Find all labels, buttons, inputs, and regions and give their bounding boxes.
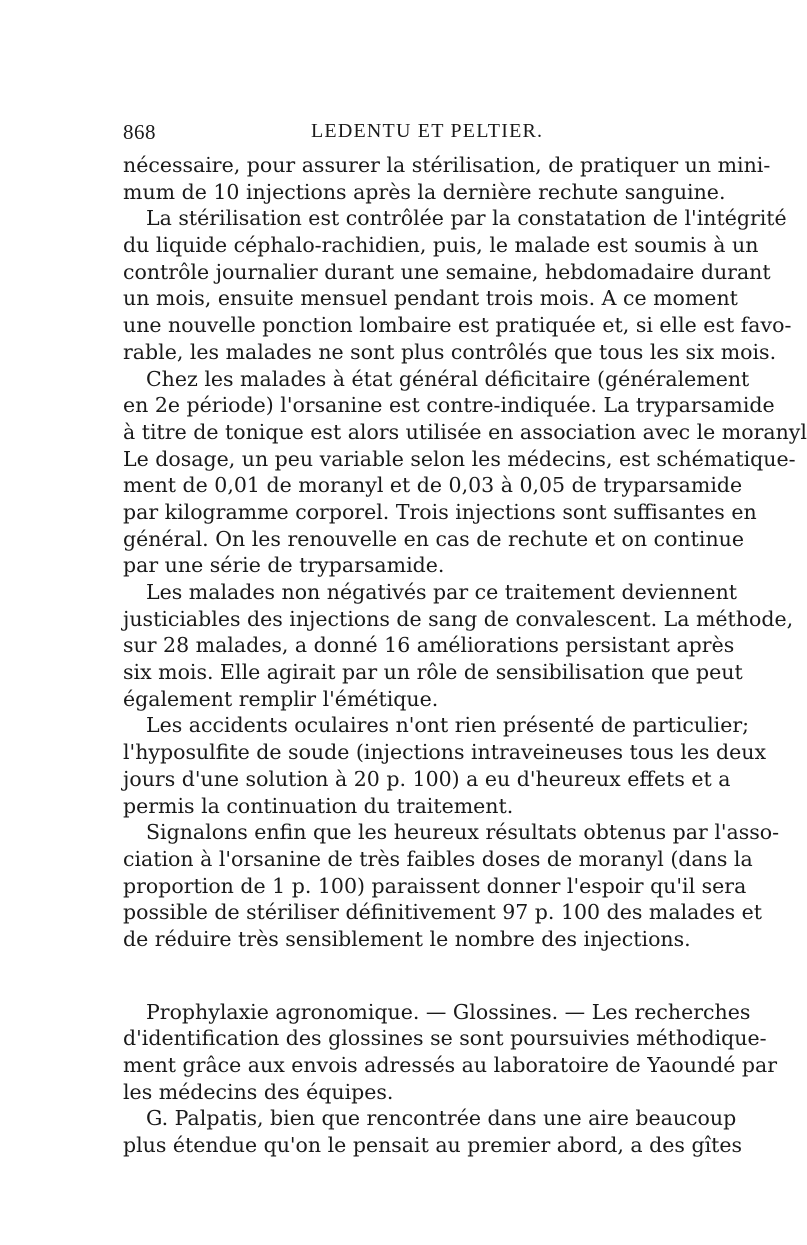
text-line: Les accidents oculaires n'ont rien présenté de particulier;: [146, 713, 750, 738]
text-line: ciation à l'orsanine de très faibles doses de moranyl (dans la: [123, 846, 753, 871]
text-line: l'hyposulfite de soude (injections intraveineuses tous les deux: [123, 740, 767, 765]
text-line: du liquide céphalo-rachidien, puis, le malade est soumis à un: [123, 233, 759, 258]
paragraph: [123, 579, 794, 712]
text-line: une nouvelle ponction lombaire est pratiquée et, si elle est favo-: [123, 313, 792, 338]
body-text: [123, 152, 807, 1159]
text-line: Prophylaxie agronomique. — Glossines. — Les recherches: [146, 999, 751, 1024]
text-line: mum de 10 injections après la dernière rechute sanguine.: [123, 179, 726, 204]
paragraph: [123, 999, 778, 1106]
text-line: d'identification des glossines se sont poursuivies méthodique-: [123, 1026, 767, 1051]
text-line: Chez les malades à état général déficitaire (généralement: [146, 366, 750, 391]
text-line: de réduire très sensiblement le nombre des injections.: [123, 926, 691, 951]
text-line: justiciables des injections de sang de convalescent. La méthode,: [123, 606, 794, 631]
paragraph: [123, 1105, 743, 1158]
text-line: à titre de tonique est alors utilisée en association avec le moranyl: [123, 419, 807, 444]
text-line: permis la continuation du traitement.: [123, 793, 514, 818]
text-line: proportion de 1 p. 100) paraissent donner l'espoir qu'il sera: [123, 873, 747, 898]
section-gap: [123, 953, 683, 999]
text-line: également remplir l'émétique.: [123, 686, 439, 711]
paragraph: [123, 712, 767, 819]
text-line: La stérilisation est contrôlée par la constatation de l'intégrité: [146, 206, 787, 231]
text-line: par kilogramme corporel. Trois injections sont suffisantes en: [123, 499, 757, 524]
text-line: contrôle journalier durant une semaine, hebdomadaire durant: [123, 259, 771, 284]
text-line: Les malades non négativés par ce traitement deviennent: [146, 580, 738, 604]
page-number: 868: [123, 120, 156, 144]
text-line: un mois, ensuite mensuel pendant trois mois. A ce moment: [123, 286, 738, 311]
page-header: [123, 120, 683, 146]
paragraph: [123, 205, 792, 365]
paragraph: [123, 152, 771, 205]
text-line: six mois. Elle agirait par un rôle de sensibilisation que peut: [123, 660, 743, 685]
text-line: Le dosage, un peu variable selon les médecins, est schématique-: [123, 446, 796, 471]
text-line: en 2e période) l'orsanine est contre-indiquée. La tryparsamide: [123, 393, 775, 418]
running-head: LEDENTU ET PELTIER.: [311, 120, 544, 142]
paragraph: [123, 366, 807, 580]
text-line: général. On les renouvelle en cas de rechute et on continue: [123, 526, 744, 551]
text-line: nécessaire, pour assurer la stérilisation, de pratiquer un mini-: [123, 153, 771, 177]
text-line: G. Palpatis, bien que rencontrée dans une aire beaucoup: [146, 1106, 737, 1131]
text-line: jours d'une solution à 20 p. 100) a eu d'heureux effets et a: [123, 766, 731, 791]
text-line: par une série de tryparsamide.: [123, 553, 445, 578]
text-line: les médecins des équipes.: [123, 1079, 394, 1104]
text-line: plus étendue qu'on le pensait au premier abord, a des gîtes: [123, 1133, 743, 1158]
text-line: ment grâce aux envois adressés au laboratoire de Yaoundé par: [123, 1053, 778, 1077]
text-line: sur 28 malades, a donné 16 améliorations persistant après: [123, 633, 735, 658]
text-line: ment de 0,01 de moranyl et de 0,03 à 0,05 de tryparsamide: [123, 473, 743, 498]
text-line: rable, les malades ne sont plus contrôlés que tous les six mois.: [123, 339, 777, 364]
text-line: possible de stériliser définitivement 97 p. 100 des malades et: [123, 900, 763, 925]
paragraph: [123, 819, 780, 952]
text-line: Signalons enfin que les heureux résultats obtenus par l'asso-: [146, 820, 780, 845]
